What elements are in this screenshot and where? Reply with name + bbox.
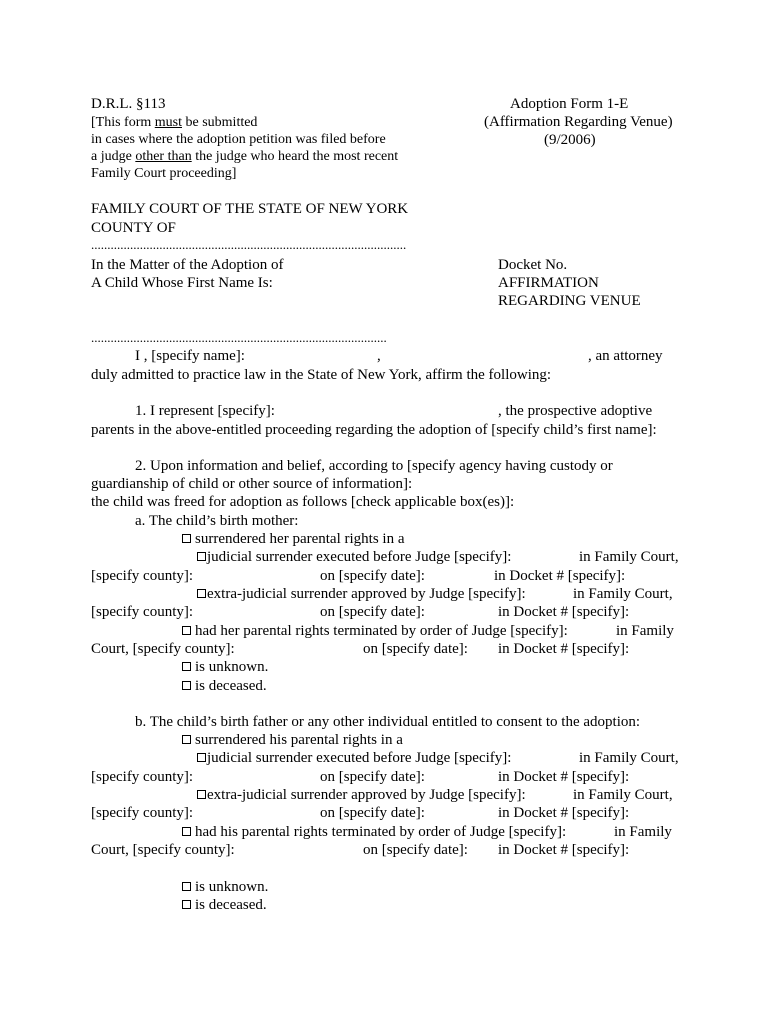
document-title-line2: REGARDING VENUE bbox=[498, 293, 641, 309]
note-text: be submitted bbox=[182, 115, 258, 130]
form-note-line2: in cases where the adoption petition was filed before bbox=[91, 132, 386, 147]
form-note-line4: Family Court proceeding] bbox=[91, 166, 237, 181]
mother-deceased-option bbox=[182, 677, 267, 695]
option-label: is unknown. bbox=[195, 659, 269, 675]
note-emphasis: must bbox=[154, 115, 182, 130]
father-deceased-option bbox=[182, 896, 267, 914]
note-emphasis: other than bbox=[135, 149, 192, 164]
mother-surrendered-option bbox=[182, 530, 405, 548]
father-judicial-court: in Family Court, bbox=[579, 750, 679, 766]
father-unknown-checkbox[interactable] bbox=[182, 882, 191, 891]
mother-terminated-court: in Family bbox=[616, 623, 674, 639]
mother-heading: a. The child’s birth mother: bbox=[135, 513, 299, 529]
mother-date1: on [specify date]: bbox=[320, 568, 425, 584]
option-label: surrendered her parental rights in a bbox=[195, 531, 405, 547]
option-label: surrendered his parental rights in a bbox=[195, 732, 403, 748]
option-label: is deceased. bbox=[195, 678, 267, 694]
father-county2: [specify county]: bbox=[91, 805, 194, 821]
mother-court-county: Court, [specify county]: bbox=[91, 641, 235, 657]
option-label: judicial surrender executed before Judge [specify]: bbox=[207, 549, 512, 565]
father-surrendered-option bbox=[182, 731, 403, 749]
court-county: COUNTY OF bbox=[91, 220, 176, 236]
option-label: extra-judicial surrender approved by Judge [specify]: bbox=[207, 787, 526, 803]
mother-extra-checkbox[interactable] bbox=[197, 589, 206, 598]
para2-line2: guardianship of child or other source of information]: bbox=[91, 476, 413, 492]
mother-docket1: in Docket # [specify]: bbox=[494, 568, 626, 584]
father-surrendered-checkbox[interactable] bbox=[182, 735, 191, 744]
father-docket2: in Docket # [specify]: bbox=[498, 805, 630, 821]
form-number: Adoption Form 1-E bbox=[510, 96, 629, 112]
mother-docket3: in Docket # [specify]: bbox=[498, 641, 630, 657]
form-subtitle: (Affirmation Regarding Venue) bbox=[484, 114, 673, 130]
father-judicial-option bbox=[197, 749, 511, 767]
father-terminated-checkbox[interactable] bbox=[182, 827, 191, 836]
mother-county2: [specify county]: bbox=[91, 604, 194, 620]
option-label: judicial surrender executed before Judge [specify]: bbox=[207, 750, 512, 766]
form-note-line3 bbox=[91, 148, 398, 165]
intro-name-label: I , [specify name]: bbox=[135, 348, 245, 364]
father-court-county: Court, [specify county]: bbox=[91, 842, 235, 858]
father-extra-option bbox=[197, 786, 526, 804]
father-extra-checkbox[interactable] bbox=[197, 790, 206, 799]
matter-line1: In the Matter of the Adoption of bbox=[91, 257, 284, 273]
mother-extra-court: in Family Court, bbox=[573, 586, 673, 602]
statute-reference: D.R.L. §113 bbox=[91, 96, 166, 112]
mother-terminated-checkbox[interactable] bbox=[182, 626, 191, 635]
father-terminated-court: in Family bbox=[614, 824, 672, 840]
para2-line3: the child was freed for adoption as follows [check applicable box(es)]: bbox=[91, 494, 515, 510]
docket-label: Docket No. bbox=[498, 257, 568, 273]
mother-unknown-option bbox=[182, 658, 268, 676]
father-date2: on [specify date]: bbox=[320, 805, 425, 821]
form-date: (9/2006) bbox=[544, 132, 596, 148]
mother-judicial-checkbox[interactable] bbox=[197, 552, 206, 561]
mother-extra-option bbox=[197, 585, 526, 603]
father-unknown-option bbox=[182, 878, 268, 896]
option-label: is unknown. bbox=[195, 879, 269, 895]
note-text: [This form bbox=[91, 115, 155, 130]
mother-docket2: in Docket # [specify]: bbox=[498, 604, 630, 620]
option-label: extra-judicial surrender approved by Judge [specify]: bbox=[207, 586, 526, 602]
para1-represent: 1. I represent [specify]: bbox=[135, 403, 275, 419]
mother-judicial-option bbox=[197, 548, 511, 566]
mother-date3: on [specify date]: bbox=[363, 641, 468, 657]
option-label: had his parental rights terminated by order of Judge [specify]: bbox=[195, 824, 567, 840]
mother-surrendered-checkbox[interactable] bbox=[182, 534, 191, 543]
father-judicial-checkbox[interactable] bbox=[197, 753, 206, 762]
caption-separator-bottom: ........................................................................................... bbox=[91, 330, 387, 345]
father-docket1: in Docket # [specify]: bbox=[498, 769, 630, 785]
para1-line2: parents in the above-entitled proceeding regarding the adoption of [specify child’s first name]: bbox=[91, 422, 657, 438]
mother-judicial-court: in Family Court, bbox=[579, 549, 679, 565]
father-heading: b. The child’s birth father or any other individual entitled to consent to the adoption: bbox=[135, 714, 641, 730]
para1-prospective: , the prospective adoptive bbox=[498, 403, 653, 419]
father-terminated-option bbox=[182, 823, 566, 841]
father-extra-court: in Family Court, bbox=[573, 787, 673, 803]
father-date3: on [specify date]: bbox=[363, 842, 468, 858]
note-text: the judge who heard the most recent bbox=[191, 149, 399, 164]
matter-line2: A Child Whose First Name Is: bbox=[91, 275, 273, 291]
form-note-line1 bbox=[91, 114, 257, 131]
mother-unknown-checkbox[interactable] bbox=[182, 662, 191, 671]
note-text: a judge bbox=[91, 149, 136, 164]
father-deceased-checkbox[interactable] bbox=[182, 900, 191, 909]
court-name: FAMILY COURT OF THE STATE OF NEW YORK bbox=[91, 201, 409, 217]
caption-separator: ................................................................................................. bbox=[91, 237, 407, 252]
mother-county1: [specify county]: bbox=[91, 568, 194, 584]
document-title-line1: AFFIRMATION bbox=[498, 275, 599, 291]
father-docket3: in Docket # [specify]: bbox=[498, 842, 630, 858]
mother-date2: on [specify date]: bbox=[320, 604, 425, 620]
intro-line2: duly admitted to practice law in the State of New York, affirm the following: bbox=[91, 367, 552, 383]
father-date1: on [specify date]: bbox=[320, 769, 425, 785]
mother-deceased-checkbox[interactable] bbox=[182, 681, 191, 690]
father-county1: [specify county]: bbox=[91, 769, 194, 785]
para2-line1: 2. Upon information and belief, according to [specify agency having custody or bbox=[135, 458, 613, 474]
intro-comma: , bbox=[377, 348, 381, 364]
option-label: had her parental rights terminated by order of Judge [specify]: bbox=[195, 623, 568, 639]
intro-attorney: , an attorney bbox=[588, 348, 663, 364]
mother-terminated-option bbox=[182, 622, 568, 640]
option-label: is deceased. bbox=[195, 897, 267, 913]
